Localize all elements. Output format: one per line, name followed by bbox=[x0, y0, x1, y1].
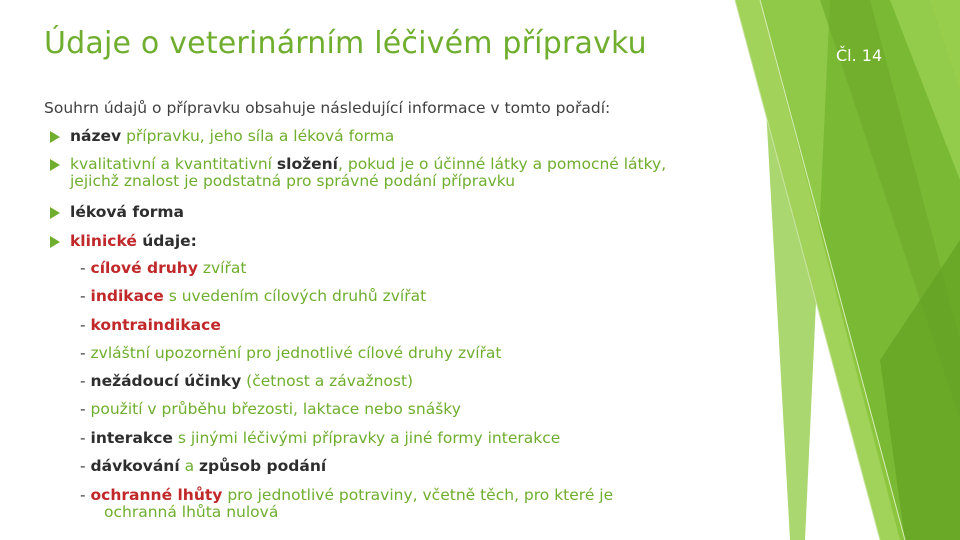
sub-item-contraindications: - kontraindikace bbox=[80, 316, 221, 334]
sub-item-adverse-effects: - nežádoucí účinky (četnost a závažnost) bbox=[80, 372, 414, 390]
bullet-item-composition bbox=[44, 156, 790, 190]
sub-item-dosage: - dávkování a způsob podání bbox=[80, 457, 327, 475]
bullet-arrow-icon bbox=[50, 207, 60, 219]
bullet-arrow-icon bbox=[50, 236, 60, 248]
slide-title: Údaje o veterinárním léčivém přípravku bbox=[44, 26, 647, 61]
bullet-text: kvalitativní a kvantitativní bbox=[70, 155, 277, 173]
bullet-arrow-icon bbox=[50, 131, 60, 143]
bullet-item-dosage-form bbox=[44, 204, 184, 221]
sub-item-special-warnings: - zvláštní upozornění pro jednotlivé cílové druhy zvířat bbox=[80, 344, 502, 362]
bullet-strong: složení bbox=[276, 155, 338, 173]
bullet-rest: přípravku, jeho síla a léková forma bbox=[121, 127, 395, 145]
sub-item-interactions: - interakce s jinými léčivými přípravky a jiné formy interakce bbox=[80, 429, 561, 447]
bullet-text: , pokud je o účinné látky a pomocné látky, bbox=[338, 155, 667, 173]
sub-item-indications: - indikace s uvedením cílových druhů zvířat bbox=[80, 287, 427, 305]
bullet-strong: název bbox=[70, 127, 122, 145]
sub-item-pregnancy-use: - použití v průběhu březosti, laktace nebo snášky bbox=[80, 400, 461, 418]
sub-item-withdrawal-periods: - ochranné lhůty pro jednotlivé potraviny, včetně těch, pro které je ochranná lhůta nulová bbox=[80, 486, 614, 521]
bullet-strong: léková forma bbox=[70, 203, 184, 221]
bullet-red: klinické bbox=[70, 232, 137, 250]
bullet-item-name bbox=[44, 128, 394, 145]
sub-item-target-species: - cílové druhy zvířat bbox=[80, 259, 247, 277]
bullet-strong: údaje: bbox=[136, 232, 197, 250]
bullet-item-clinical bbox=[44, 233, 197, 250]
article-number: Čl. 14 bbox=[836, 46, 883, 65]
intro-text: Souhrn údajů o přípravku obsahuje následující informace v tomto pořadí: bbox=[44, 99, 611, 117]
bullet-text-line2: jejichž znalost je podstatná pro správné podání přípravku bbox=[70, 172, 516, 190]
bullet-arrow-icon bbox=[50, 159, 60, 171]
